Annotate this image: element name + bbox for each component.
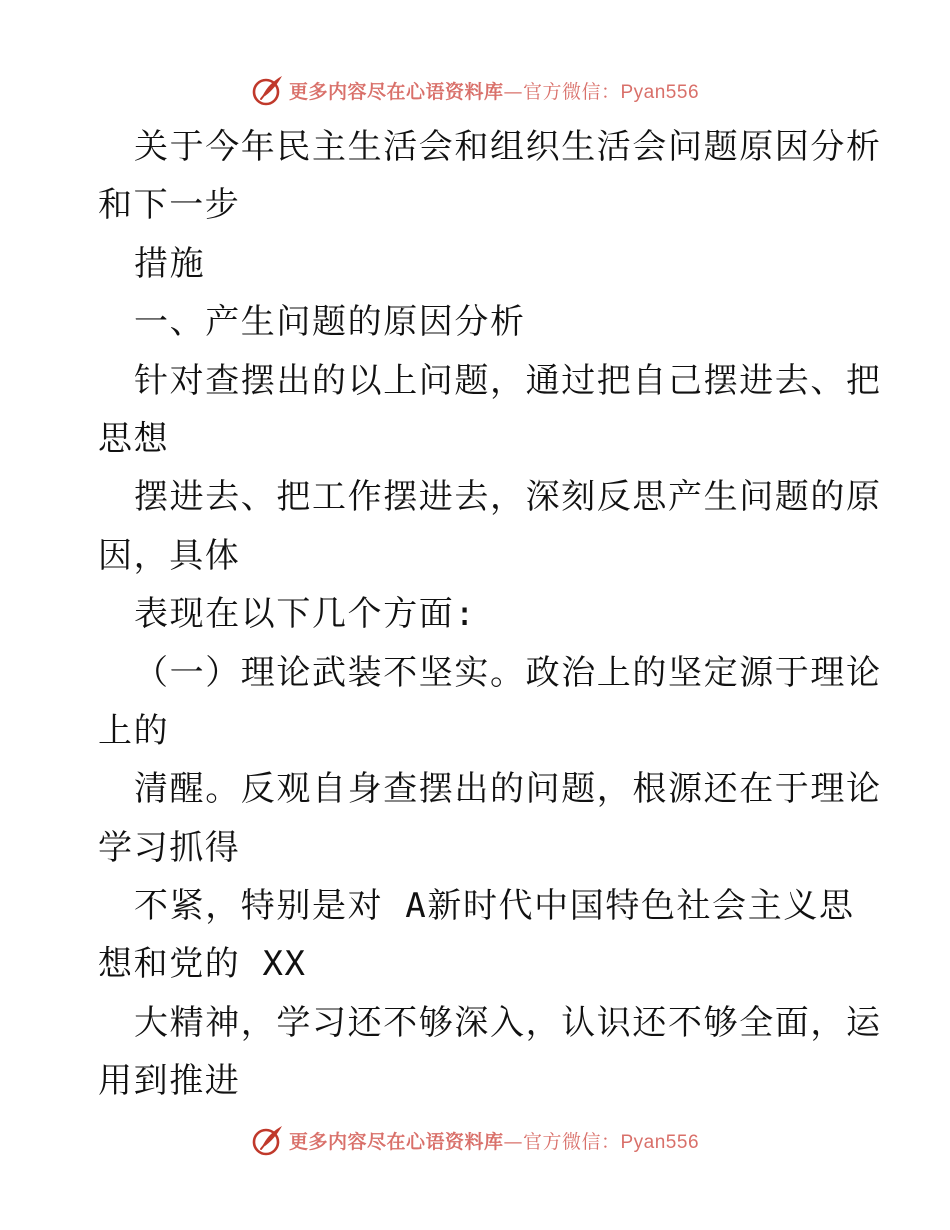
paragraph-line: 大精神，学习还不够深入，认识还不够全面，运 (134, 1002, 882, 1043)
title-line-1: 关于今年民主生活会和组织生活会问题原因分析 (134, 127, 882, 167)
title-line-3: 措施 (134, 243, 206, 284)
paragraph-line: 用到推进 (98, 1061, 241, 1102)
paragraph-line: 学习抓得 (98, 827, 241, 868)
paragraph-line: 思想 (98, 418, 170, 459)
feather-pen-circle-logo (251, 1123, 285, 1157)
paragraph-line: 摆进去、把工作摆进去，深刻反思产生问题的原 (134, 477, 882, 518)
paragraph-line: 想和党的 XX (98, 944, 307, 985)
document-body (98, 118, 882, 1111)
title-line-2: 和下一步 (98, 185, 241, 226)
paragraph-line: 表现在以下几个方面: (134, 594, 477, 635)
paragraph-line: 上的 (98, 710, 170, 751)
header-banner-text: 更多内容尽在心语资料库—官方微信：Pyan556 (288, 80, 700, 103)
paragraph-line: 因，具体 (98, 535, 241, 576)
footer-banner (0, 1120, 950, 1160)
subsection-heading-line: （一）理论武装不坚实。政治上的坚定源于理论 (134, 652, 882, 693)
paragraph-line: 不紧，特别是对 A新时代中国特色社会主义思 (134, 886, 855, 927)
paragraph-line: 清醒。反观自身查摆出的问题，根源还在于理论 (134, 769, 882, 810)
feather-pen-circle-logo (251, 73, 285, 107)
header-banner (0, 70, 950, 110)
footer-banner-text: 更多内容尽在心语资料库—官方微信：Pyan556 (288, 1130, 700, 1153)
section-heading: 一、产生问题的原因分析 (134, 302, 526, 343)
paragraph-line: 针对查摆出的以上问题，通过把自己摆进去、把 (134, 360, 882, 401)
